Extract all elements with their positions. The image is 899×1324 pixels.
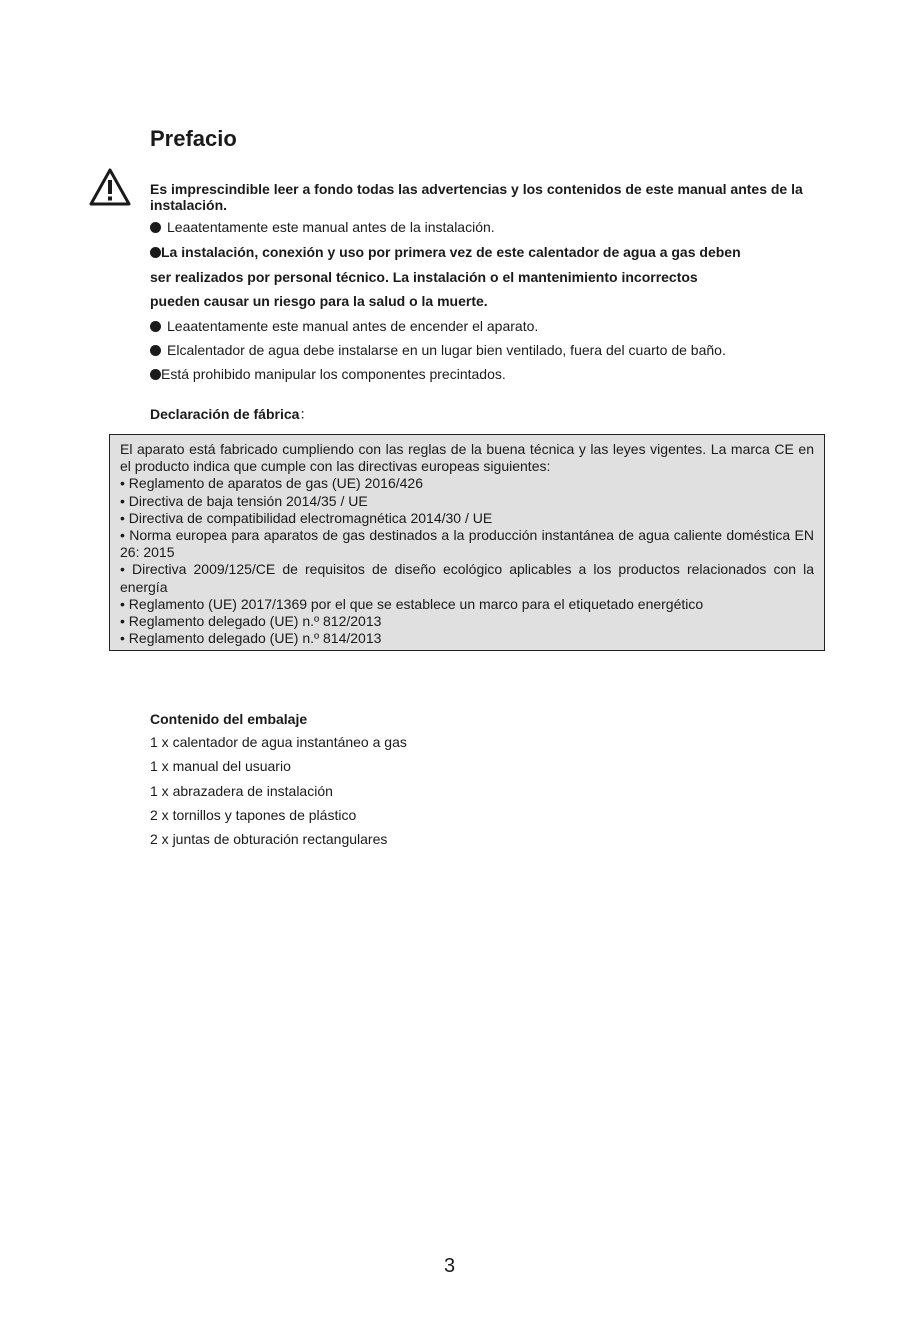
packaging-item: 2 x tornillos y tapones de plástico — [150, 807, 357, 823]
declaration-intro: El aparato está fabricado cumpliendo con las reglas de la buena técnica y las leyes vigentes. La marca CE en el producto indica que cumple con las directivas europeas siguientes: — [120, 441, 814, 475]
bullet-icon — [150, 247, 161, 258]
bullet-icon — [150, 222, 161, 233]
preface-item: Leaatentamente este manual antes de encender el aparato. — [150, 318, 538, 334]
preface-item: La instalación, conexión y uso por primera vez de este calentador de agua a gas deben — [150, 244, 741, 260]
declaration-item: • Reglamento (UE) 2017/1369 por el que se establece un marco para el etiquetado energético — [120, 595, 704, 612]
preface-item: Elcalentador de agua debe instalarse en un lugar bien ventilado, fuera del cuarto de baño. — [150, 342, 726, 358]
page-title: Prefacio — [150, 126, 237, 151]
declaration-box — [109, 434, 825, 651]
declaration-item: • Directiva de baja tensión 2014/35 / UE — [120, 492, 368, 509]
preface-item-continued: ser realizados por personal técnico. La instalación o el mantenimiento incorrectos — [150, 269, 698, 285]
bullet-icon — [150, 321, 161, 332]
warning-triangle-icon — [89, 168, 131, 206]
warning-text: Es imprescindible leer a fondo todas las advertencias y los contenidos de este manual antes de la instalación. — [150, 181, 803, 213]
declaration-item: • Reglamento delegado (UE) n.º 814/2013 — [120, 630, 382, 647]
preface-item: Está prohibido manipular los componentes precintados. — [150, 366, 506, 382]
packaging-heading: Contenido del embalaje — [150, 711, 308, 727]
declaration-heading: Declaración de fábrica： — [150, 406, 314, 422]
preface-item: Leaatentamente este manual antes de la instalación. — [150, 219, 495, 235]
bullet-icon — [150, 345, 161, 356]
bullet-icon — [150, 369, 161, 380]
page-number: 3 — [443, 1255, 456, 1277]
declaration-item: • Reglamento delegado (UE) n.º 812/2013 — [120, 613, 382, 630]
declaration-item: • Norma europea para aparatos de gas destinados a la producción instantánea de agua caliente doméstica EN 26: 2015 — [120, 527, 814, 561]
declaration-item: • Directiva 2009/125/CE de requisitos de diseño ecológico aplicables a los productos relacionados con la energía — [120, 561, 814, 595]
packaging-item: 1 x abrazadera de instalación — [150, 783, 333, 799]
declaration-item: • Reglamento de aparatos de gas (UE) 2016/426 — [120, 475, 423, 492]
packaging-item: 2 x juntas de obturación rectangulares — [150, 831, 388, 847]
declaration-item: • Directiva de compatibilidad electromagnética 2014/30 / UE — [120, 509, 493, 526]
packaging-item: 1 x manual del usuario — [150, 758, 291, 774]
packaging-item: 1 x calentador de agua instantáneo a gas — [150, 734, 407, 750]
preface-item-continued: pueden causar un riesgo para la salud o la muerte. — [150, 293, 488, 309]
